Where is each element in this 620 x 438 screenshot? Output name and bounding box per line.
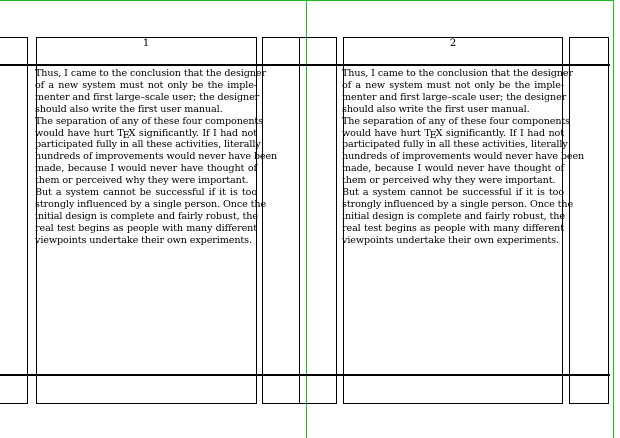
text-line: should also write the first user manual. — [342, 103, 530, 115]
text-line: menter and first large–scale user; the designer — [342, 91, 567, 103]
text-line: made, because I would never have thought of — [342, 163, 564, 175]
text-line: them or perceived why they were important. — [342, 175, 556, 187]
left-partial-footer-box — [0, 375, 28, 404]
text-line: viewpoints undertake their own experiments. — [342, 234, 559, 246]
green-border-top — [0, 0, 614, 1]
text-line: initial design is complete and fairly robust, the — [342, 210, 565, 222]
text-line: menter and first large–scale user; the designer — [35, 91, 260, 103]
text-line: hundreds of improvements would never have been — [35, 151, 278, 163]
text-line: initial design is complete and fairly robust, the — [35, 210, 258, 222]
left-partial-body-box — [0, 65, 28, 376]
text-line: But a system cannot be successful if it is too — [35, 187, 257, 199]
text-line: strongly influenced by a single person. Once the — [35, 198, 267, 210]
page2-margin-header-box — [299, 37, 337, 66]
footer-rule — [0, 374, 610, 376]
page2-text — [342, 68, 585, 247]
text-line: of a new system must not only be the imple- — [342, 79, 564, 91]
left-partial-header-box — [0, 37, 28, 66]
text-line: The separation of any of these four components — [35, 115, 264, 127]
text-line: Thus, I came to the conclusion that the designer — [35, 68, 266, 79]
text-line: Thus, I came to the conclusion that the designer — [342, 68, 573, 79]
text-line: participated fully in all these activities, literally — [342, 139, 568, 151]
page2-margin-footer-box — [299, 375, 337, 404]
page2-number: 2 — [449, 38, 457, 49]
text-line: But a system cannot be successful if it is too — [342, 187, 564, 199]
text-line: would have hurt TEX significantly. If I had not — [35, 127, 257, 141]
text-line: hundreds of improvements would never have been — [342, 151, 585, 163]
page1-number: 1 — [142, 38, 150, 49]
text-line: would have hurt TEX significantly. If I had not — [342, 127, 564, 141]
right-partial-body-box — [569, 65, 609, 376]
text-line: of a new system must not only be the imple- — [35, 79, 257, 91]
page1-margin-footer-box — [262, 375, 300, 404]
text-line: The separation of any of these four components — [342, 115, 571, 127]
text-line: strongly influenced by a single person. Once the — [342, 198, 574, 210]
text-line: should also write the first user manual. — [35, 103, 223, 115]
right-partial-footer-box — [569, 375, 609, 404]
page1-footer-box — [36, 375, 257, 404]
page1-margin-header-box — [262, 37, 300, 66]
text-line: real test begins as people with many different — [35, 222, 257, 234]
header-rule — [0, 64, 610, 66]
page2-margin-body-box — [299, 65, 337, 376]
text-line: participated fully in all these activities, literally — [35, 139, 261, 151]
text-line: them or perceived why they were important. — [35, 175, 249, 187]
right-partial-header-box — [569, 37, 609, 66]
text-line: made, because I would never have thought of — [35, 163, 257, 175]
page1-margin-body-box — [262, 65, 300, 376]
green-border-right — [613, 0, 614, 438]
page2-footer-box — [343, 375, 563, 404]
page1-text — [35, 68, 278, 247]
text-line: viewpoints undertake their own experiments. — [35, 234, 252, 246]
text-line: real test begins as people with many different — [342, 222, 564, 234]
